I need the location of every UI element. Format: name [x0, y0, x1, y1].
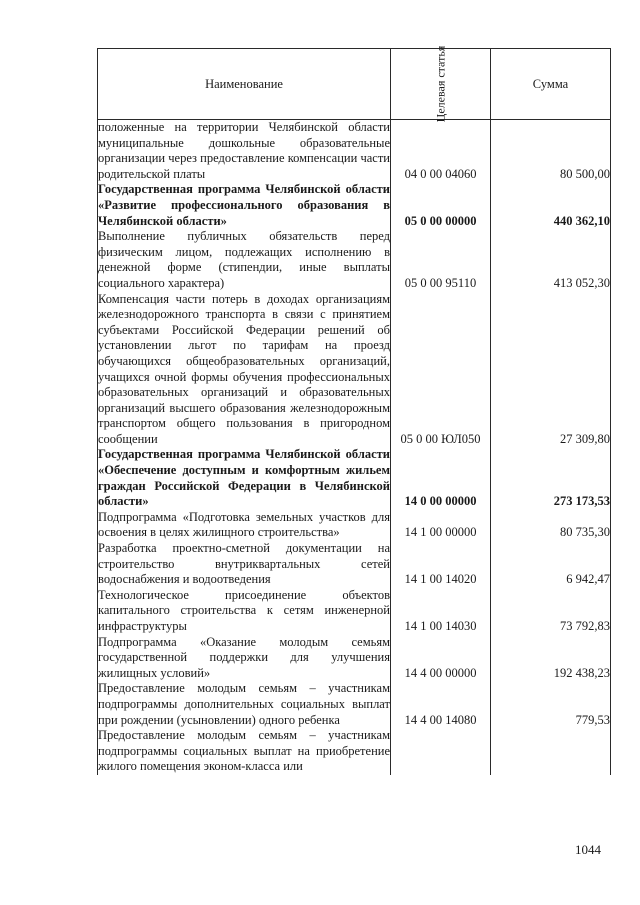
row-name: Государственная программа Челябинской области «Развитие профессионального образования в Челябинской области»	[98, 182, 390, 228]
table-row	[98, 447, 611, 509]
table-row	[98, 635, 611, 682]
row-sum: 6 942,47	[491, 541, 611, 588]
row-name: Разработка проектно-сметной документации на строительство внутриквартальных сетей водоснабжения и водоотведения	[98, 541, 390, 587]
header-name: Наименование	[98, 49, 391, 120]
row-code: 05 0 00 ЮЛ050	[391, 292, 491, 448]
row-code: 14 1 00 14030	[391, 588, 491, 635]
row-sum: 73 792,83	[491, 588, 611, 635]
row-name: положенные на территории Челябинской области муниципальные дошкольные образовательные организации через предоставление компенсации части родительской платы	[98, 120, 390, 181]
row-code: 05 0 00 00000	[391, 182, 491, 229]
row-name: Компенсация части потерь в доходах организациям железнодорожного транспорта в связи с принятием субъектами Российской Федерации решений об установлении льгот по тарифам на проезд обучающихся общеобразовательных организаций, учащихся очной формы обучения профессиональных образовательных организаций и образовательных организаций высшего образования железнодорожным транспортом общего пользования в пригородном сообщении	[98, 291, 390, 446]
page-number: 1044	[575, 842, 601, 857]
header-sum: Сумма	[491, 49, 611, 120]
row-sum: 273 173,53	[491, 447, 611, 509]
row-sum	[491, 728, 611, 775]
row-code	[391, 728, 491, 775]
row-code: 14 1 00 14020	[391, 541, 491, 588]
row-name: Предоставление молодым семьям – участникам подпрограммы дополнительных социальных выплат при рождении (усыновлении) одного ребенка	[98, 681, 390, 727]
table-row	[98, 541, 611, 588]
table-row	[98, 728, 611, 775]
table-row	[98, 229, 611, 291]
budget-table	[97, 45, 611, 775]
row-sum: 80 735,30	[491, 510, 611, 541]
row-code: 04 0 00 04060	[391, 120, 491, 183]
table-header-row	[98, 49, 611, 120]
row-sum: 192 438,23	[491, 635, 611, 682]
row-sum: 413 052,30	[491, 229, 611, 291]
table-row	[98, 292, 611, 448]
table-row	[98, 681, 611, 728]
row-code: 14 1 00 00000	[391, 510, 491, 541]
table-row	[98, 588, 611, 635]
row-name: Подпрограмма «Подготовка земельных участков для освоения в целях жилищного строительства»	[98, 509, 390, 540]
table-row	[98, 510, 611, 541]
row-code: 05 0 00 95110	[391, 229, 491, 291]
row-name: Подпрограмма «Оказание молодым семьям государственной поддержки для улучшения жилищных условий»	[98, 634, 390, 680]
row-code: 14 4 00 00000	[391, 635, 491, 682]
table-row	[98, 120, 611, 183]
row-name: Государственная программа Челябинской области «Обеспечение доступным и комфортным жильем граждан Российской Федерации в Челябинской области»	[98, 447, 390, 509]
row-sum: 27 309,80	[491, 292, 611, 448]
row-sum: 80 500,00	[491, 120, 611, 183]
row-sum: 440 362,10	[491, 182, 611, 229]
row-sum: 779,53	[491, 681, 611, 728]
row-name: Выполнение публичных обязательств перед физическим лицом, подлежащих исполнению в денежной форме (стипендии, иные выплаты социального характера)	[98, 229, 390, 290]
table-row	[98, 182, 611, 229]
row-code: 14 4 00 14080	[391, 681, 491, 728]
row-name: Предоставление молодым семьям – участникам подпрограммы социальных выплат на приобретение жилого помещения эконом-класса или	[98, 728, 390, 774]
header-code-label: Целевая статья	[433, 45, 448, 122]
header-code	[391, 45, 491, 122]
row-code: 14 0 00 00000	[391, 447, 491, 509]
row-name: Технологическое присоединение объектов капитального строительства к сетям инженерной инфраструктуры	[98, 587, 390, 633]
